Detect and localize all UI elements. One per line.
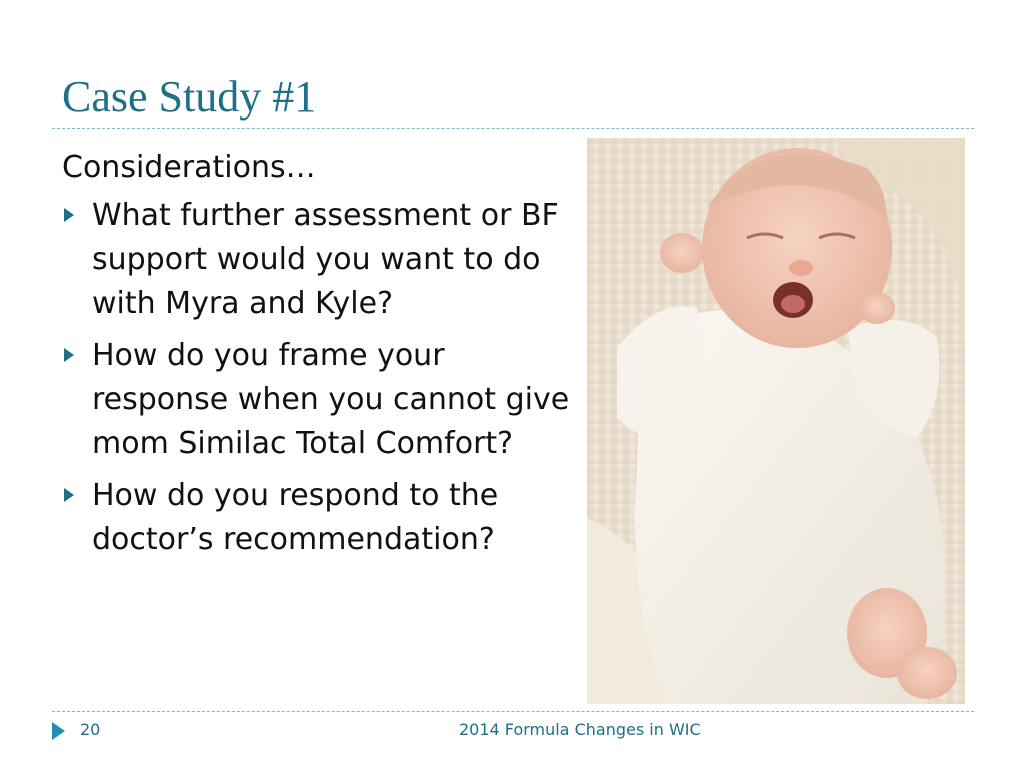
list-item <box>62 194 572 326</box>
triangle-bullet-icon <box>64 348 74 362</box>
triangle-icon <box>52 722 65 740</box>
triangle-bullet-icon <box>64 208 74 222</box>
slide-body <box>62 146 572 570</box>
list-item <box>62 334 572 466</box>
bullet-text: What further assessment or BF support would you want to do with Myra and Kyle? <box>92 198 559 321</box>
baby-illustration <box>587 138 965 704</box>
slide-title: Case Study #1 <box>62 72 317 121</box>
bullet-text: How do you respond to the doctor’s recommendation? <box>92 478 499 557</box>
bullet-list <box>62 194 572 562</box>
considerations-heading: Considerations… <box>62 150 316 185</box>
footer-title: 2014 Formula Changes in WIC <box>459 720 701 739</box>
footer-divider <box>52 711 974 712</box>
list-item <box>62 474 572 562</box>
page-number: 20 <box>80 720 101 739</box>
triangle-bullet-icon <box>64 488 74 502</box>
title-divider <box>52 128 974 129</box>
crying-baby-photo <box>587 138 965 704</box>
bullet-text: How do you frame your response when you cannot give mom Similac Total Comfort? <box>92 338 570 461</box>
